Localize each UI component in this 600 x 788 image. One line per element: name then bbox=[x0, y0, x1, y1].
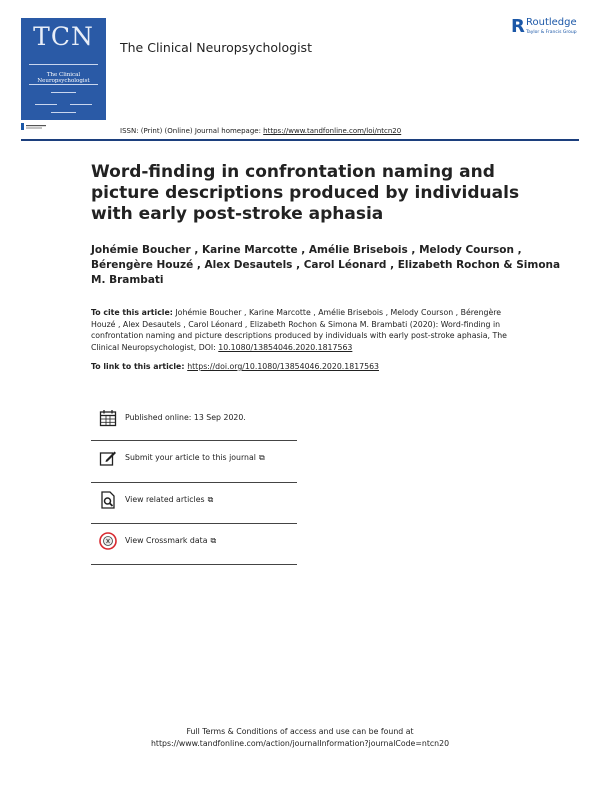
section-divider bbox=[91, 523, 297, 524]
related-articles-link[interactable] bbox=[99, 491, 299, 511]
footer-terms-line: Full Terms & Conditions of access and use can be found at bbox=[186, 727, 414, 736]
citation-label: To cite this article: bbox=[91, 308, 173, 317]
cover-rule bbox=[29, 64, 98, 65]
footer-terms-url[interactable]: https://www.tandfonline.com/action/journalInformation?journalCode=ntcn20 bbox=[150, 739, 450, 748]
cover-rule bbox=[51, 92, 76, 93]
publisher-subtitle: Taylor & Francis Group bbox=[526, 30, 577, 35]
submit-article-label: Submit your article to this journal bbox=[125, 453, 256, 462]
doi-link[interactable]: 10.1080/13854046.2020.1817563 bbox=[218, 342, 353, 352]
crossmark-label: View Crossmark data bbox=[125, 536, 208, 545]
external-link-icon: ⧉ bbox=[207, 495, 214, 504]
article-title: Word-finding in confrontation naming and picture descriptions produced by individuals with early post-stroke aphasia bbox=[91, 162, 520, 224]
crossmark-link[interactable] bbox=[99, 532, 299, 552]
cover-abbr: TCN bbox=[33, 22, 94, 51]
journal-cover bbox=[21, 18, 106, 120]
external-link-icon: ⧉ bbox=[210, 536, 217, 545]
article-doi-url[interactable]: https://doi.org/10.1080/13854046.2020.1817563 bbox=[187, 362, 379, 371]
header-divider bbox=[21, 139, 579, 141]
section-divider bbox=[91, 482, 297, 483]
crossmark-icon bbox=[99, 532, 117, 550]
cover-rule bbox=[35, 104, 57, 105]
issn-label: ISSN: (Print) (Online) Journal homepage: bbox=[120, 127, 264, 135]
cover-rule bbox=[70, 104, 92, 105]
submit-article-link[interactable] bbox=[99, 449, 299, 469]
cover-rule bbox=[51, 112, 76, 113]
article-authors: Johémie Boucher , Karine Marcotte , Amélie Brisebois , Melody Courson , Bérengère Houzé , Alex Desautels , Carol Léonard , Elizabeth Rochon & Simona M. Brambati bbox=[91, 244, 561, 286]
citation-block bbox=[91, 307, 511, 353]
mini-publisher-logo bbox=[21, 122, 51, 131]
routledge-r-icon: R bbox=[511, 16, 525, 37]
published-date: Published online: 13 Sep 2020. bbox=[125, 413, 246, 422]
published-row bbox=[99, 409, 299, 429]
cover-journal-name: The Clinical Neuropsychologist bbox=[37, 72, 90, 84]
article-link-line bbox=[91, 362, 379, 371]
journal-title: The Clinical Neuropsychologist bbox=[120, 40, 312, 55]
external-link-icon: ⧉ bbox=[258, 453, 265, 462]
cover-rule bbox=[29, 84, 98, 85]
calendar-icon bbox=[99, 409, 117, 427]
related-articles-icon bbox=[99, 491, 117, 509]
section-divider bbox=[91, 440, 297, 441]
section-divider bbox=[91, 564, 297, 565]
publisher-name: Routledge bbox=[526, 17, 577, 28]
citation-text: Johémie Boucher , Karine Marcotte , Amélie Brisebois , Melody Courson , Bérengère Houzé , Alex Desautels , Carol Léonard , Elizabeth Rochon & Simona M. Brambati (2020): Word-finding in confrontation naming and picture descriptions produced by individuals with early post-stroke aphasia, The Clinical Neuropsychologist, DOI: bbox=[91, 308, 507, 352]
edit-icon bbox=[99, 449, 117, 467]
routledge-logo[interactable] bbox=[511, 17, 591, 39]
article-link-label: To link to this article: bbox=[91, 362, 188, 371]
related-articles-label: View related articles bbox=[125, 495, 205, 504]
journal-homepage-link[interactable]: https://www.tandfonline.com/loi/ntcn20 bbox=[263, 127, 402, 135]
issn-line bbox=[120, 127, 401, 135]
